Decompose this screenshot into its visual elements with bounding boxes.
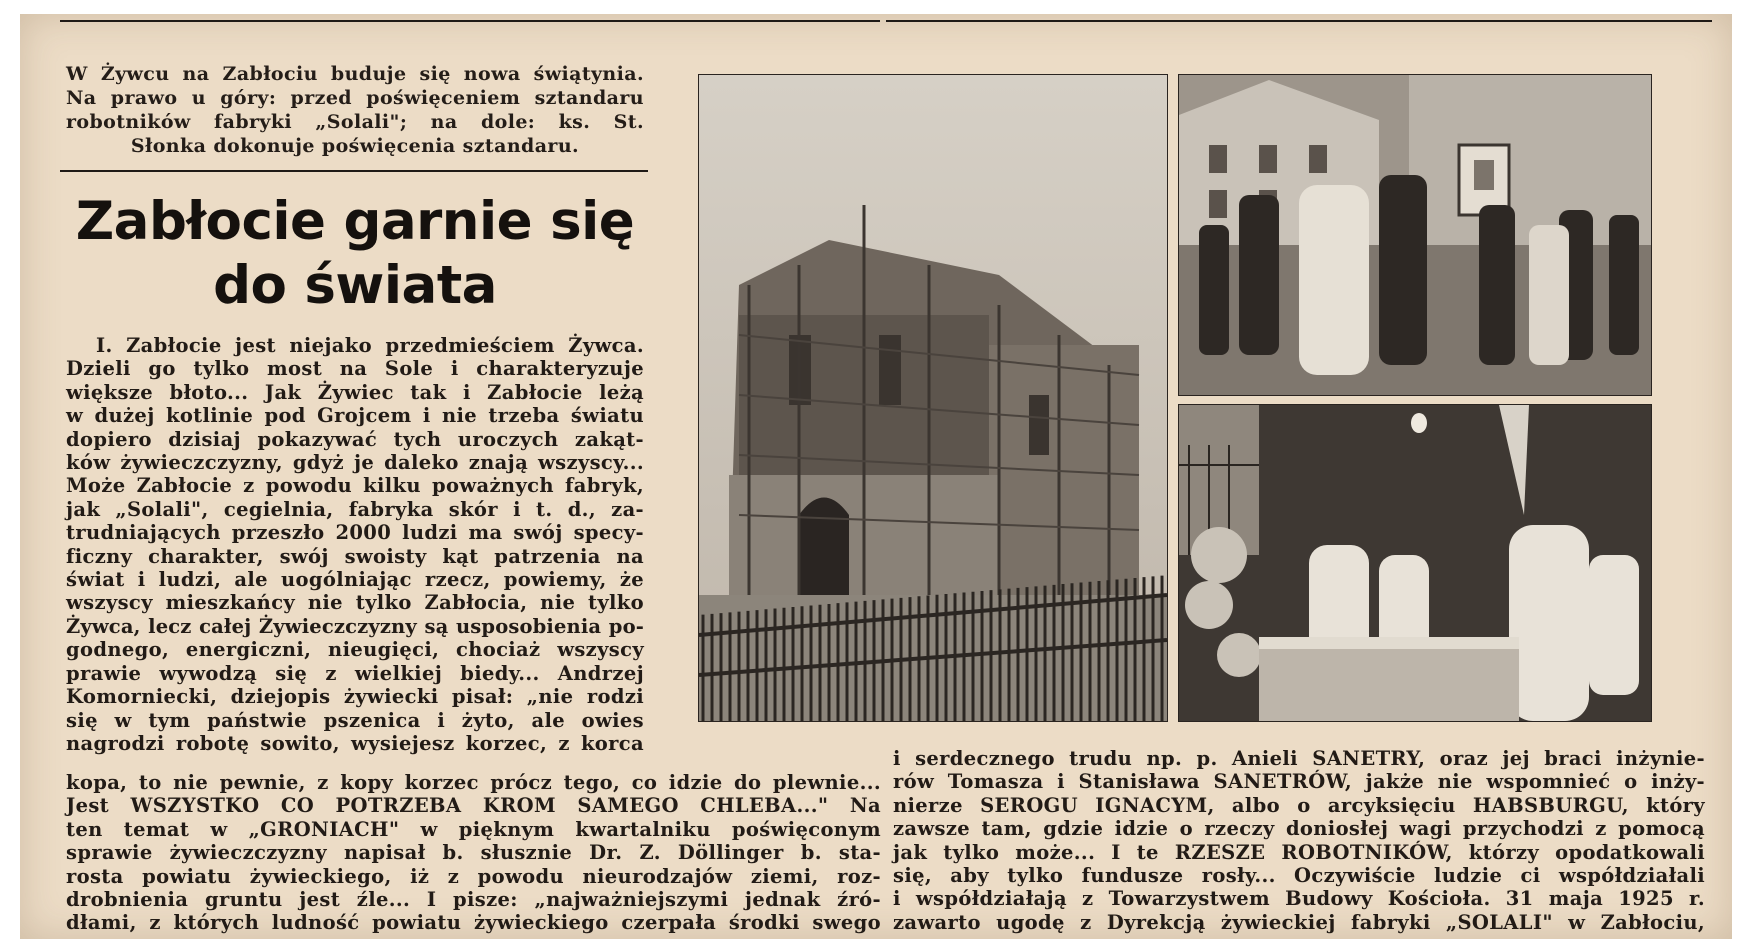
article-line: Komorniecki, dziejopis żywiecki pisał: „nie rodzi (66, 685, 644, 709)
article-line: dłami, z których ludność powiatu żywieckiego czerpała środki swego (66, 911, 881, 935)
article-line: wszyscy mieszkańcy nie tylko Zabłocia, nie tylko (66, 591, 644, 615)
newspaper-page (20, 14, 1732, 939)
article-line: w dużej kotlinie pod Grojcem i nie trzeba światu (66, 404, 644, 428)
caption-line: Słonka dokonuje poświęcenia sztandaru. (130, 135, 580, 157)
headline-line-1: Zabłocie garnie się (75, 191, 635, 252)
article-line: ficzny charakter, swój swoisty kąt patrzenia na (66, 544, 644, 568)
article-column-right (893, 747, 1705, 934)
article-line: ten temat w „GRONIACH" w pięknym kwartalniku poświęconym (66, 817, 881, 841)
article-line: kopa, to nie pewnie, z kopy korzec prócz tego, co idzie do plewnie... (66, 771, 881, 794)
article-line: się w tym państwie pszenica i żyto, ale owies (66, 708, 644, 732)
photo-caption (66, 62, 644, 158)
article-line: Żywca, lecz całej Żywieczczyzny są usposobienia po- (66, 614, 644, 638)
article-line: jak tylko może... I te RZESZE ROBOTNIKÓW, którzy opodatkowali (893, 840, 1705, 864)
article-line: I. Zabłocie jest niejako przedmieściem Żywca. (96, 334, 644, 357)
banner-procession-photo (1178, 74, 1652, 396)
article-line: trudniających przeszło 2000 ludzi ma swój specy- (66, 521, 644, 545)
article-line: ków żywieczczyzny, gdyż je daleko znają wszyscy... (66, 451, 644, 475)
caption-line: W Żywcu na Zabłociu buduje się nowa świątynia. (66, 63, 644, 85)
article-line: prawie wywodzą się z wielkiej biedy... Andrzej (66, 661, 644, 685)
top-rule-right (886, 20, 1712, 22)
article-line: rów Tomasza i Stanisława SANETRÓW, jakże nie wspomnieć o inży- (893, 770, 1705, 794)
caption-rule (60, 170, 648, 172)
article-line: większe błoto... Jak Żywiec tak i Zabłocie leżą (66, 380, 644, 404)
article-line: zawarto ugodę z Dyrekcją żywieckiej fabryki „SOLALI" w Zabłociu, (893, 910, 1705, 934)
article-column-left-wide (66, 771, 881, 935)
article-line: i serdecznego trudu np. p. Anieli SANETRY, oraz jej braci inżynie- (893, 747, 1705, 770)
article-line: nierze SEROGU IGNACYM, albo o arcyksięciu HABSBURGU, który (893, 793, 1705, 817)
top-rule-left (60, 20, 880, 22)
article-line: się, aby tylko fundusze rosły... Oczywiście ludzie ci współdziałali (893, 864, 1705, 888)
article-line: jak „Solali", cegielnia, fabryka skór i t. d., za- (66, 497, 644, 521)
consecration-photo (1178, 404, 1652, 722)
article-line: godnego, energiczni, nieugięci, chociaż wszyscy (66, 638, 644, 662)
article-headline (60, 190, 650, 318)
article-line: sprawie żywieczczyzny napisał b. słusznie Dr. Z. Döllinger b. sta- (66, 841, 881, 865)
article-line: zawsze tam, gdzie idzie o rzeczy doniosłej wagi przychodzi z pomocą (893, 817, 1705, 841)
article-line: nagrodzi robotę sowito, wysiejesz korzec, z korca (66, 731, 644, 755)
article-line: rosta powiatu żywieckiego, iż z powodu nieurodzajów ziemi, roz- (66, 864, 881, 888)
caption-line: Na prawo u góry: przed poświęceniem sztandaru (66, 87, 644, 109)
headline-line-2: do świata (213, 255, 497, 316)
article-column-left-top (66, 334, 644, 755)
article-line: dopiero dzisiaj pokazywać tych uroczych zakąt- (66, 427, 644, 451)
article-line: świat i ludzi, ale uogólniając rzecz, powiemy, że (66, 568, 644, 592)
caption-line: robotników fabryki „Solali"; na dole: ks. St. (66, 111, 644, 133)
article-line: Może Zabłocie z powodu kilku poważnych fabryk, (66, 474, 644, 498)
article-line: Dzieli go tylko most na Sole i charakteryzuje (66, 357, 644, 381)
article-line: drobnienia gruntu jest źle... I pisze: „najważniejszymi jednak źró- (66, 888, 881, 912)
church-construction-photo (698, 74, 1168, 722)
article-line: i współdziałają z Towarzystwem Budowy Kościoła. 31 maja 1925 r. (893, 887, 1705, 911)
article-line: Jest WSZYSTKO CO POTRZEBA KROM SAMEGO CHLEBA..." Na (66, 794, 881, 818)
